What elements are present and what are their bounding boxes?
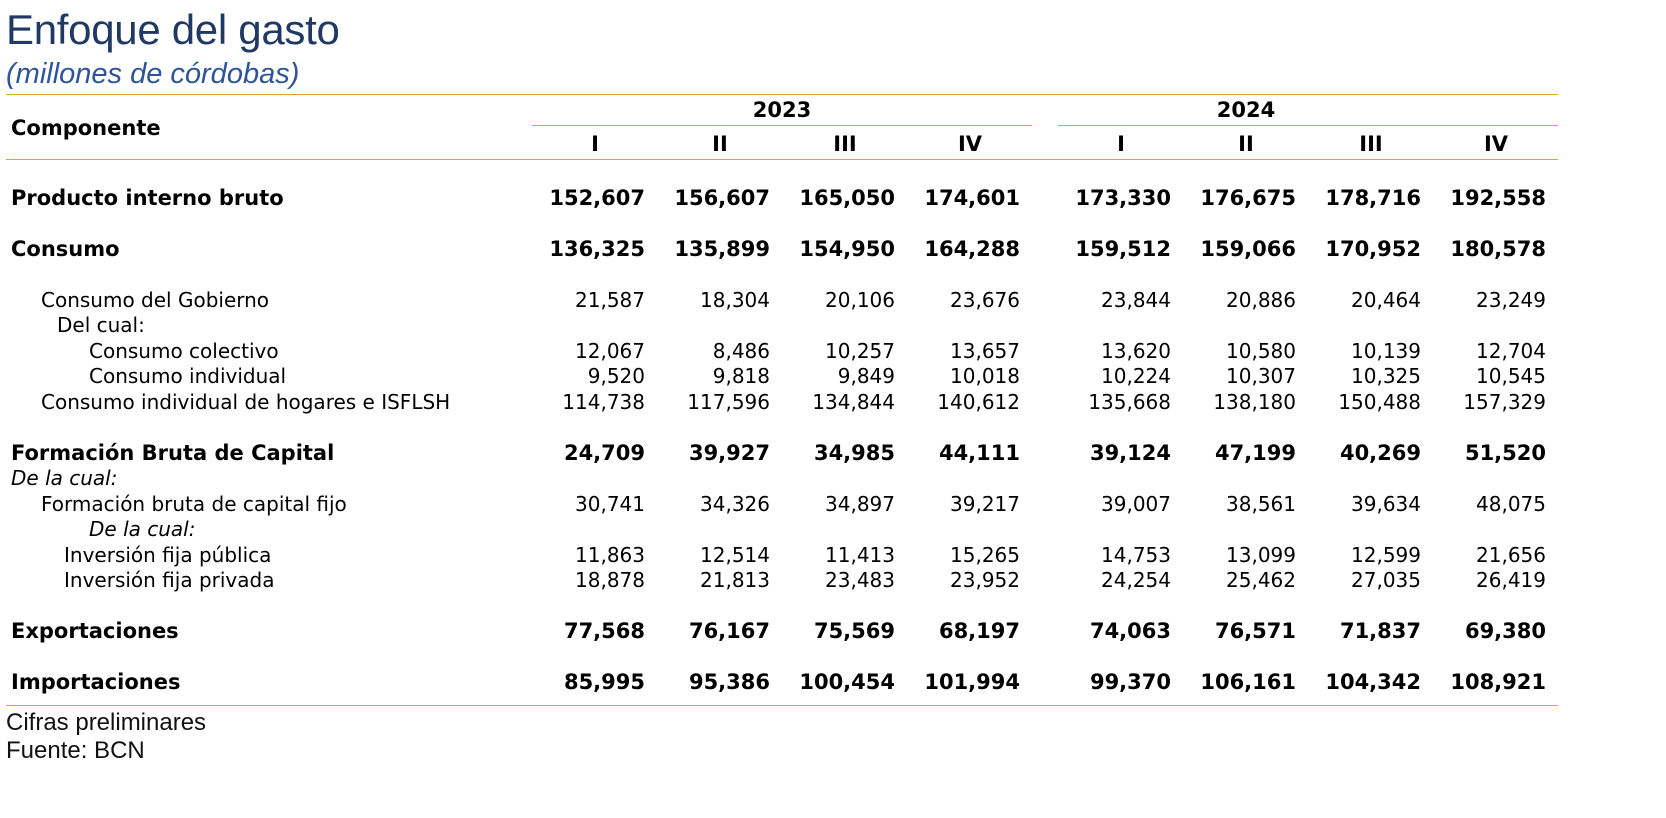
table-cell: 180,578	[1450, 237, 1546, 261]
table-cell: 27,035	[1351, 568, 1421, 592]
table-cell: 21,813	[700, 568, 770, 592]
table-cell: 159,512	[1075, 237, 1171, 261]
quarter-header: II	[712, 132, 728, 156]
table-cell: 23,844	[1101, 288, 1171, 312]
table-cell: 108,921	[1450, 670, 1546, 694]
table-cell: 100,454	[799, 670, 895, 694]
table-cell: 38,561	[1226, 492, 1296, 516]
table-cell: 134,844	[812, 390, 895, 414]
row-label: Consumo del Gobierno	[41, 288, 270, 312]
table-cell: 135,899	[674, 237, 770, 261]
table-cell: 12,067	[575, 339, 645, 363]
table-cell: 99,370	[1089, 670, 1171, 694]
table-cell: 154,950	[799, 237, 895, 261]
table-cell: 12,599	[1351, 543, 1421, 567]
row-label: Exportaciones	[11, 619, 179, 643]
table-cell: 159,066	[1200, 237, 1296, 261]
year-rule-2023	[532, 125, 1032, 126]
table-cell: 101,994	[924, 670, 1020, 694]
page-title: Enfoque del gasto	[6, 6, 340, 53]
table-cell: 173,330	[1075, 186, 1171, 210]
table-cell: 39,927	[688, 441, 770, 465]
table-cell: 150,488	[1338, 390, 1421, 414]
page-subtitle: (millones de córdobas)	[6, 58, 300, 90]
table-cell: 157,329	[1463, 390, 1546, 414]
table-cell: 39,634	[1351, 492, 1421, 516]
table-cell: 47,199	[1214, 441, 1296, 465]
table-cell: 20,886	[1226, 288, 1296, 312]
row-label: Consumo	[11, 237, 120, 261]
table-cell: 18,878	[575, 568, 645, 592]
table-cell: 10,018	[950, 364, 1020, 388]
table-cell: 25,462	[1226, 568, 1296, 592]
table-cell: 34,985	[813, 441, 895, 465]
table-cell: 114,738	[562, 390, 645, 414]
table-cell: 170,952	[1325, 237, 1421, 261]
table-cell: 11,413	[825, 543, 895, 567]
table-cell: 18,304	[700, 288, 770, 312]
row-label: Formación Bruta de Capital	[11, 441, 335, 465]
table-cell: 104,342	[1325, 670, 1421, 694]
table-cell: 106,161	[1200, 670, 1296, 694]
row-label: Del cual:	[57, 313, 145, 337]
table-cell: 174,601	[924, 186, 1020, 210]
table-cell: 156,607	[674, 186, 770, 210]
table-cell: 13,099	[1226, 543, 1296, 567]
year-header-2024: 2024	[1216, 98, 1276, 122]
table-cell: 21,656	[1476, 543, 1546, 567]
table-cell: 136,325	[549, 237, 645, 261]
year-header-2023: 2023	[752, 98, 812, 122]
row-label: Producto interno bruto	[11, 186, 284, 210]
table-cell: 74,063	[1089, 619, 1171, 643]
table-cell: 68,197	[938, 619, 1020, 643]
table-cell: 10,325	[1351, 364, 1421, 388]
table-cell: 23,249	[1476, 288, 1546, 312]
table-cell: 165,050	[799, 186, 895, 210]
row-label: Consumo individual de hogares e ISFLSH	[41, 390, 451, 414]
footnote: Cifras preliminares	[6, 709, 207, 736]
table-cell: 24,709	[563, 441, 645, 465]
table-cell: 23,676	[950, 288, 1020, 312]
table-cell: 10,224	[1101, 364, 1171, 388]
component-header: Componente	[11, 116, 161, 140]
table-cell: 12,704	[1476, 339, 1546, 363]
quarter-header: IV	[1483, 132, 1509, 156]
table-cell: 135,668	[1088, 390, 1171, 414]
table-cell: 192,558	[1450, 186, 1546, 210]
table-cell: 10,139	[1351, 339, 1421, 363]
table-cell: 39,124	[1089, 441, 1171, 465]
header-bottom-rule	[6, 159, 1558, 160]
quarter-header: I	[591, 132, 599, 156]
table-cell: 9,849	[837, 364, 895, 388]
table-cell: 39,217	[950, 492, 1020, 516]
table-cell: 23,483	[825, 568, 895, 592]
table-cell: 15,265	[950, 543, 1020, 567]
year-rule-2024	[1058, 125, 1558, 126]
bottom-rule	[6, 705, 1558, 706]
table-cell: 140,612	[937, 390, 1020, 414]
row-label: Formación bruta de capital fijo	[41, 492, 347, 516]
table-cell: 95,386	[688, 670, 770, 694]
row-label: Importaciones	[11, 670, 181, 694]
table-cell: 10,307	[1226, 364, 1296, 388]
table-cell: 9,818	[712, 364, 770, 388]
table-cell: 85,995	[563, 670, 645, 694]
table-cell: 40,269	[1339, 441, 1421, 465]
table-cell: 13,657	[950, 339, 1020, 363]
table-cell: 34,326	[700, 492, 770, 516]
table-cell: 176,675	[1200, 186, 1296, 210]
quarter-header: I	[1117, 132, 1125, 156]
table-cell: 9,520	[587, 364, 645, 388]
table-cell: 11,863	[575, 543, 645, 567]
table-cell: 10,257	[825, 339, 895, 363]
footnote: Fuente: BCN	[6, 737, 145, 764]
quarter-header: IV	[957, 132, 983, 156]
table-cell: 75,569	[813, 619, 895, 643]
quarter-header: II	[1238, 132, 1254, 156]
table-cell: 48,075	[1476, 492, 1546, 516]
table-cell: 10,580	[1226, 339, 1296, 363]
row-label: Consumo colectivo	[89, 339, 279, 363]
row-label: De la cual:	[11, 466, 118, 490]
row-label: De la cual:	[89, 517, 196, 541]
table-cell: 117,596	[687, 390, 770, 414]
table-cell: 44,111	[938, 441, 1020, 465]
table-cell: 20,464	[1351, 288, 1421, 312]
quarter-header: III	[833, 132, 857, 156]
table-cell: 21,587	[575, 288, 645, 312]
table-cell: 164,288	[924, 237, 1020, 261]
row-label: Consumo individual	[89, 364, 287, 388]
table-cell: 69,380	[1464, 619, 1546, 643]
table-cell: 34,897	[825, 492, 895, 516]
table-cell: 76,571	[1214, 619, 1296, 643]
top-rule	[6, 94, 1558, 95]
table-cell: 51,520	[1464, 441, 1546, 465]
table-cell: 8,486	[712, 339, 770, 363]
row-label: Inversión fija privada	[64, 568, 275, 592]
table-cell: 71,837	[1339, 619, 1421, 643]
table-cell: 20,106	[825, 288, 895, 312]
table-cell: 12,514	[700, 543, 770, 567]
row-label: Inversión fija pública	[64, 543, 272, 567]
table-cell: 13,620	[1101, 339, 1171, 363]
table-cell: 152,607	[549, 186, 645, 210]
table-cell: 14,753	[1101, 543, 1171, 567]
table-cell: 77,568	[563, 619, 645, 643]
table-cell: 26,419	[1476, 568, 1546, 592]
quarter-header: III	[1359, 132, 1383, 156]
table-cell: 23,952	[950, 568, 1020, 592]
table-cell: 178,716	[1325, 186, 1421, 210]
table-cell: 138,180	[1213, 390, 1296, 414]
table-cell: 24,254	[1101, 568, 1171, 592]
table-cell: 76,167	[688, 619, 770, 643]
table-cell: 39,007	[1101, 492, 1171, 516]
table-cell: 10,545	[1476, 364, 1546, 388]
table-cell: 30,741	[575, 492, 645, 516]
